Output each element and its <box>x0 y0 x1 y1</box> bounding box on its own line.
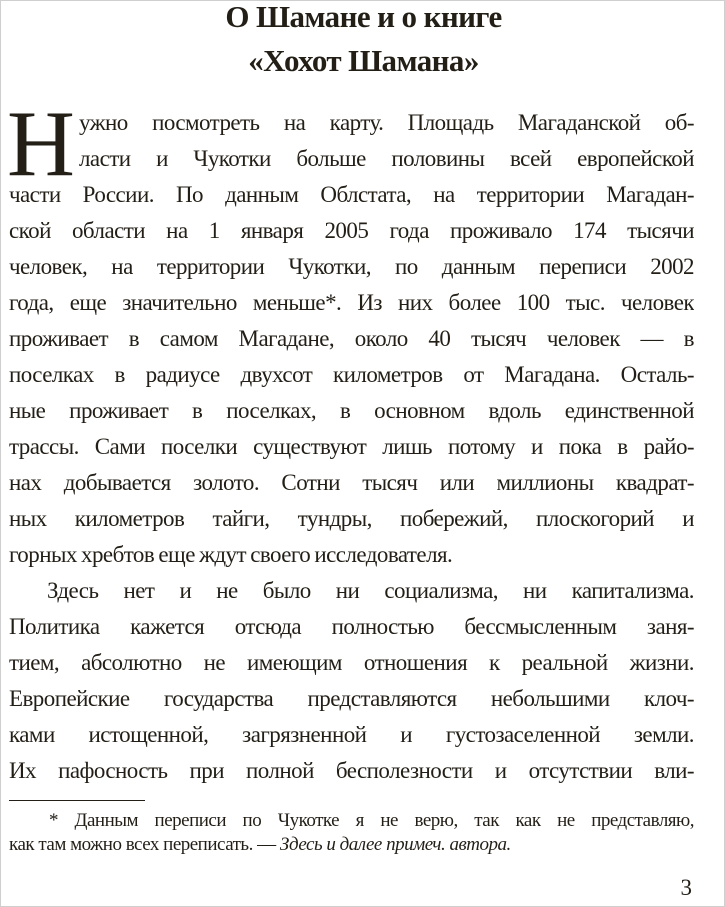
text-line: горных хребтов еще ждут своего исследователя. <box>9 542 453 567</box>
text-line: ками истощенной, загрязненной и густозаселенной земли. <box>9 722 694 747</box>
footnote-attribution: Здесь и далее примеч. автора. <box>279 834 511 855</box>
body-text <box>9 105 694 789</box>
text-line: ской области на 1 января 2005 года проживало 174 тысячи <box>9 218 694 243</box>
text-line: ных километров тайги, тундры, побережий, плоскогорий и <box>9 506 694 531</box>
text-line: ные проживает в поселках, в основном вдоль единственной <box>9 398 694 423</box>
text-line: поселках в радиусе двухсот километров от Магадана. Осталь- <box>9 362 694 387</box>
text-line: года, еще значительно меньше*. Из них более 100 тыс. человек <box>9 290 694 315</box>
footnote-line-2 <box>9 833 694 857</box>
text-line: ласти и Чукотки больше половины всей европейской <box>79 146 694 171</box>
text-line: трассы. Сами поселки существуют лишь потому и пока в райо- <box>9 434 694 459</box>
text-line: Здесь нет и не было ни социализма, ни капитализма. <box>47 578 694 603</box>
text-line: проживает в самом Магадане, около 40 тысяч человек — в <box>9 326 694 351</box>
text-line: человек, на территории Чукотки, по данным переписи 2002 <box>9 254 694 279</box>
page-number: 3 <box>680 875 692 900</box>
text-line: Их пафосность при полной бесполезности и отсутствии вли- <box>9 758 694 783</box>
text-line: Европейские государства представляются небольшими клоч- <box>9 686 694 711</box>
text-line: Политика кажется отсюда полностью бессмысленным заня- <box>9 614 694 639</box>
footnote-divider <box>9 800 145 801</box>
footnote-line-1: * Данным переписи по Чукотке я не верю, так как не представляю, <box>49 810 694 831</box>
text-line: тием, абсолютно не имеющим отношения к реальной жизни. <box>9 650 694 675</box>
chapter-title-line-1: О Шамане и о книге <box>225 0 502 34</box>
text-line: ужно посмотреть на карту. Площадь Магаданской об- <box>79 110 694 135</box>
text-line: нах добывается золото. Сотни тысяч или миллионы квадрат- <box>9 470 694 495</box>
drop-cap: Н <box>7 92 75 196</box>
chapter-title-line-2: «Хохот Шамана» <box>248 43 479 78</box>
footnote-text: как там можно всех переписать. — <box>9 834 280 855</box>
text-line: части России. По данным Облстата, на территории Магадан- <box>9 182 694 207</box>
